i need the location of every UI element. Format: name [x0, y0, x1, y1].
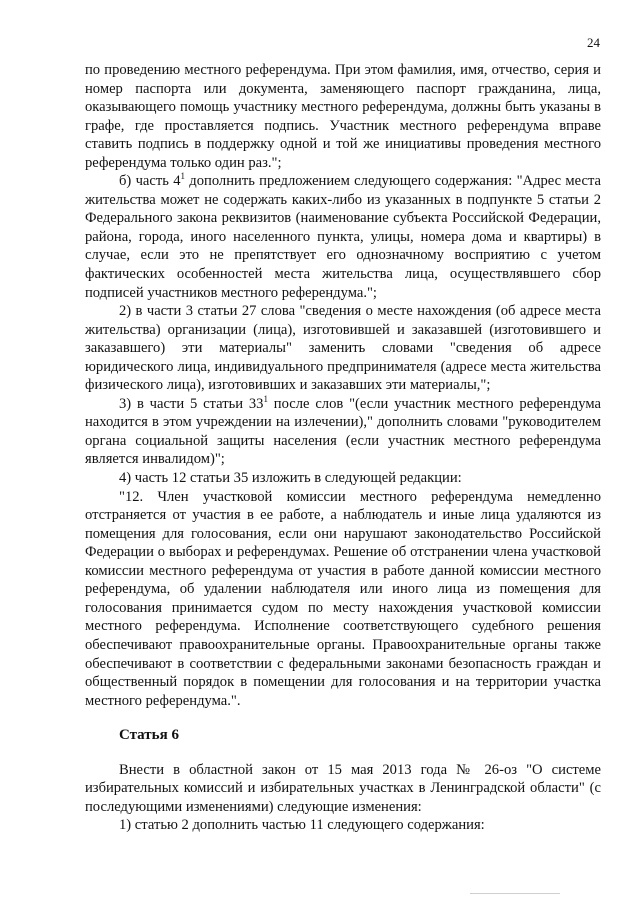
paragraph-item-3-text: после слов "(если участник местного референдума находится в этом учреждении на излечении)," дополнить словами "руководителем органа социальной защиты населения (если участник местного референдума является инвалидом)";	[85, 395, 602, 468]
paragraph-article-6-intro: Внести в областной закон от 15 мая 2013 года № 26-оз "О системе избирательных комиссий и избирательных участках в Ленинградской области" (с последующими изменениями) следующие изменения:	[85, 761, 601, 815]
paragraph-continuation: по проведению местного референдума. При этом фамилия, имя, отчество, серия и номер паспорта или документа, заменяющего паспорт гражданина, лица, оказывающего помощь участнику местного референдума, должны быть указаны в графе, где проставляется подпись. Участник местного референдума вправе ставить подпись в поддержку одной и той же инициативы проведения местного референдума только один раз.";	[85, 62, 601, 171]
paragraph-item-b-lead: б) часть 4	[119, 173, 181, 190]
paragraph-item-2: 2) в части 3 статьи 27 слова "сведения о месте нахождения (об адресе места жительства) организации (лица), изготовившей и заказавшей (изготовившего и заказавшего) эти материалы" заменить словами "сведения об адресе юридического лица, индивидуального предпринимателя (адресе места жительства физического лица), изготовивших и заказавших эти материалы,";	[85, 303, 601, 394]
superscript: 1	[180, 171, 185, 182]
scan-artifact	[470, 893, 560, 894]
article-heading: Статья 6	[119, 727, 179, 744]
paragraph-item-1: 1) статью 2 дополнить частью 11 следующего содержания:	[119, 817, 485, 834]
document-body	[85, 61, 601, 835]
paragraph-item-3	[85, 395, 601, 469]
spacer	[85, 710, 601, 726]
paragraph-item-b	[85, 172, 601, 302]
superscript: 1	[263, 393, 268, 404]
paragraph-item-4: 4) часть 12 статьи 35 изложить в следующей редакции:	[119, 470, 462, 487]
page-number: 24	[587, 35, 600, 50]
paragraph-item-3-lead: 3) в части 5 статьи 33	[119, 395, 264, 412]
paragraph-quoted-part-12: "12. Член участковой комиссии местного референдума немедленно отстраняется от участия в ее работе, а наблюдатель и иные лица удаляются из помещения для голосования, если они нарушают законодательство Российской Федерации о выборах и референдумах. Решение об отстранении члена участковой комиссии местного референдума от участия в работе данной комиссии местного референдума, об удалении наблюдателя или иного лица из помещения для голосования принимается судом по месту нахождения участковой комиссии местного референдума. Исполнение соответствующего судебного решения обеспечивают правоохранительные органы. Правоохранительные органы также обеспечивают в соответствии с федеральными законами безопасность граждан и общественный порядок в помещении для голосования и на территории участка местного референдума.".	[85, 488, 601, 709]
paragraph-item-b-text: дополнить предложением следующего содержания: "Адрес места жительства может не содержать каких-либо из указанных в подпункте 5 статьи 2 Федерального закона реквизитов (наименование субъекта Российской Федерации, района, города, иного населенного пункта, улицы, номера дома и квартиры) в случае, если это не препятствует его однозначному восприятию с учетом фактических особенностей места жительства лица, осуществлявшего сбор подписей участников местного референдума.";	[85, 173, 601, 301]
spacer	[85, 745, 601, 761]
